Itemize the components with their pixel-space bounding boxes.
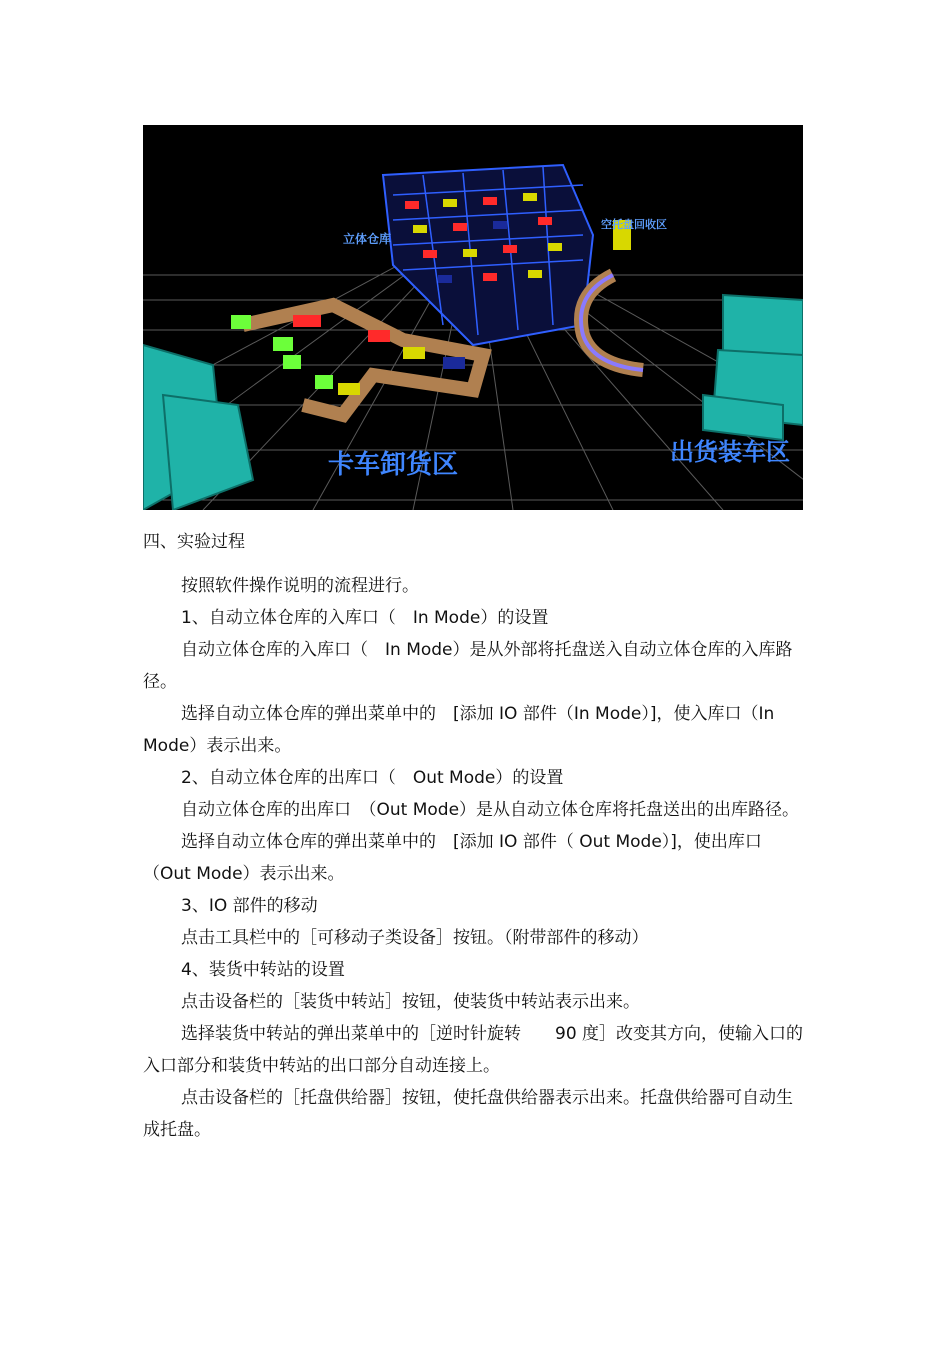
- label-ship-load: 出货装车区: [670, 438, 790, 466]
- step-3-action: 点击工具栏中的［可移动子类设备］按钮。（附带部件的移动）: [181, 928, 649, 948]
- section-heading: 四、实验过程: [143, 532, 245, 552]
- warehouse-scene: [143, 125, 803, 510]
- step-2-desc: 自动立体仓库的出库口 （Out Mode）是从自动立体仓库将托盘送出的出库路径。: [181, 800, 800, 820]
- truck-right: [703, 295, 803, 440]
- step-4-action-1: 点击设备栏的［装货中转站］按钮，使装货中转站表示出来。: [181, 992, 640, 1012]
- label-pallet-recovery: 空托盘回收区: [601, 218, 667, 231]
- label-rack: 立体仓库: [343, 232, 392, 246]
- step-4-action-3: 点击设备栏的［托盘供给器］按钮，使托盘供给器表示出来。托盘供给器可自动生成托盘。: [143, 1088, 793, 1140]
- truck-left: [143, 345, 253, 510]
- step-4-action-2: 选择装货中转站的弹出菜单中的［逆时针旋转 90 度］改变其方向，使输入口的入口部分和装货中转站的出口部分自动连接上。: [143, 1024, 804, 1076]
- warehouse-3d-figure: [143, 125, 803, 510]
- step-1-action: 选择自动立体仓库的弹出菜单中的 [添加 IO 部件（In Mode）]，使入库口（In Mode）表示出来。: [143, 704, 775, 756]
- step-1-desc: 自动立体仓库的入库口（ In Mode）是从外部将托盘送入自动立体仓库的入库路径。: [143, 640, 793, 692]
- label-truck-unload: 卡车卸货区: [328, 450, 459, 480]
- step-3-heading: 3、IO 部件的移动: [181, 896, 318, 916]
- step-2-heading: 2、自动立体仓库的出库口（ Out Mode）的设置: [181, 768, 564, 788]
- step-1-heading: 1、自动立体仓库的入库口（ In Mode）的设置: [181, 608, 549, 628]
- step-4-heading: 4、装货中转站的设置: [181, 960, 345, 980]
- paragraph-list: [143, 570, 808, 1146]
- document-body: [143, 526, 808, 558]
- rack-structure: [383, 165, 593, 345]
- paragraph-intro: 按照软件操作说明的流程进行。: [181, 576, 419, 596]
- step-2-action: 选择自动立体仓库的弹出菜单中的 [添加 IO 部件（ Out Mode）]，使出库口（Out Mode）表示出来。: [143, 832, 762, 884]
- inbound-conveyor: [243, 305, 483, 415]
